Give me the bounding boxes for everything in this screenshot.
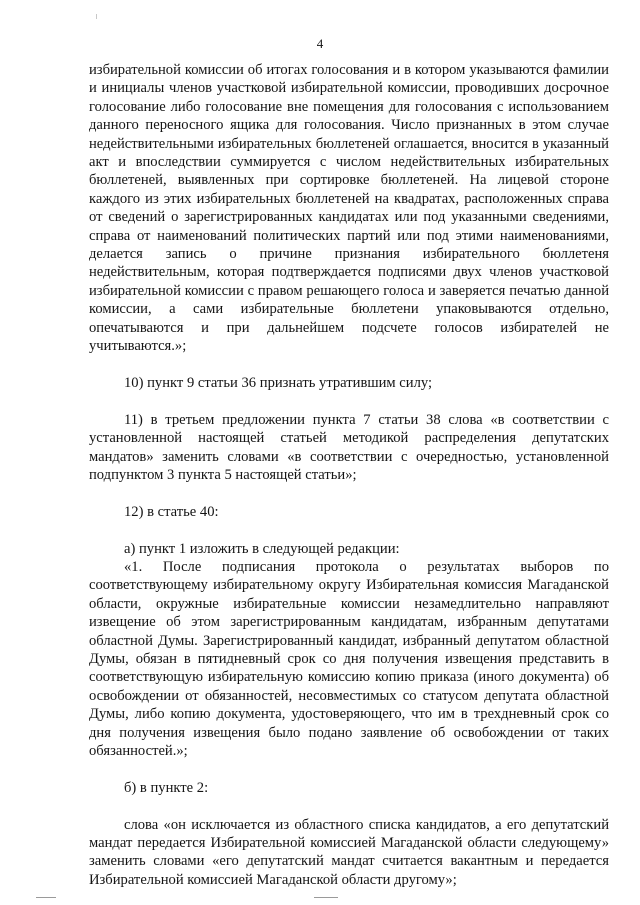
paragraph-continuation: избирательной комиссии об итогах голосования и в котором указываются фамилии и инициалы членов участковой избирательной комиссии, проводивших досрочное голосование либо голосование вне помещения для голосования с использованием данного переносного ящика для голосования. Число признанных в этом случае недействительными избирательных бюллетеней оглашается, вносится в указанный акт и впоследствии суммируется с числом недействительных избирательных бюллетеней, выявленных при сортировке бюллетеней. На лицевой стороне каждого из этих избирательных бюллетеней на квадратах, расположенных справа от сведений о зарегистрированных кандидатах или под указанными сведениями, справа от наименований политических партий или под этими наименованиями, делается запись о причине признания избирательного бюллетеня недействительным, которая подтверждается подписями двух членов участковой избирательной комиссии с правом решающего голоса и заверяется печатью данной комиссии, а сами избирательные бюллетени упаковываются отдельно, опечатываются и при дальнейшем подсчете голосов избирателей не учитываются.»; xyxy=(89,62,609,355)
footer-mark-left xyxy=(36,897,56,898)
page-number: 4 xyxy=(316,36,324,51)
paragraph-subitem-a: а) пункт 1 изложить в следующей редакции: xyxy=(124,540,400,557)
paragraph-item-11: 11) в третьем предложении пункта 7 статьи 38 слова «в соответствии с установленной настоящей статьей методикой распределения депутатских мандатов» заменить словами «в соответствии с очередностью, установленной подпунктом 3 пункта 5 настоящей статьи»; xyxy=(89,411,609,483)
paragraph-replacement-words: слова «он исключается из областного списка кандидатов, а его депутатский мандат передается Избирательной комиссией Магаданской области следующему» заменить словами «его депутатский мандат считается вакантным и передается Избирательной комиссией Магаданской области другому»; xyxy=(89,816,609,888)
paragraph-item-10: 10) пункт 9 статьи 36 признать утратившим силу; xyxy=(124,374,433,391)
paragraph-item-12: 12) в статье 40: xyxy=(124,503,219,520)
paragraph-quoted-point-1: «1. После подписания протокола о результатах выборов по соответствующему избирательному округу Избирательная комиссия Магаданской области, окружные избирательные комиссии незамедлительно направляют извещение об этом зарегистрированным кандидатам, избранным депутатами областной Думы. Зарегистрированный кандидат, избранный депутатом областной Думы, обязан в пятидневный срок со дня получения извещения представить в соответствующую избирательную комиссию копию приказа (иного документа) об освобождении от обязанностей, несовместимых со статусом депутата областной Думы, либо копию документа, удостоверяющего, что им в трехдневный срок со дня получения извещения было подано заявление об освобождении от таких обязанностей.»; xyxy=(89,558,609,759)
paragraph-subitem-b: б) в пункте 2: xyxy=(124,779,209,796)
document-body xyxy=(89,61,609,889)
scan-speck xyxy=(96,14,97,19)
footer-mark-center xyxy=(314,897,338,898)
